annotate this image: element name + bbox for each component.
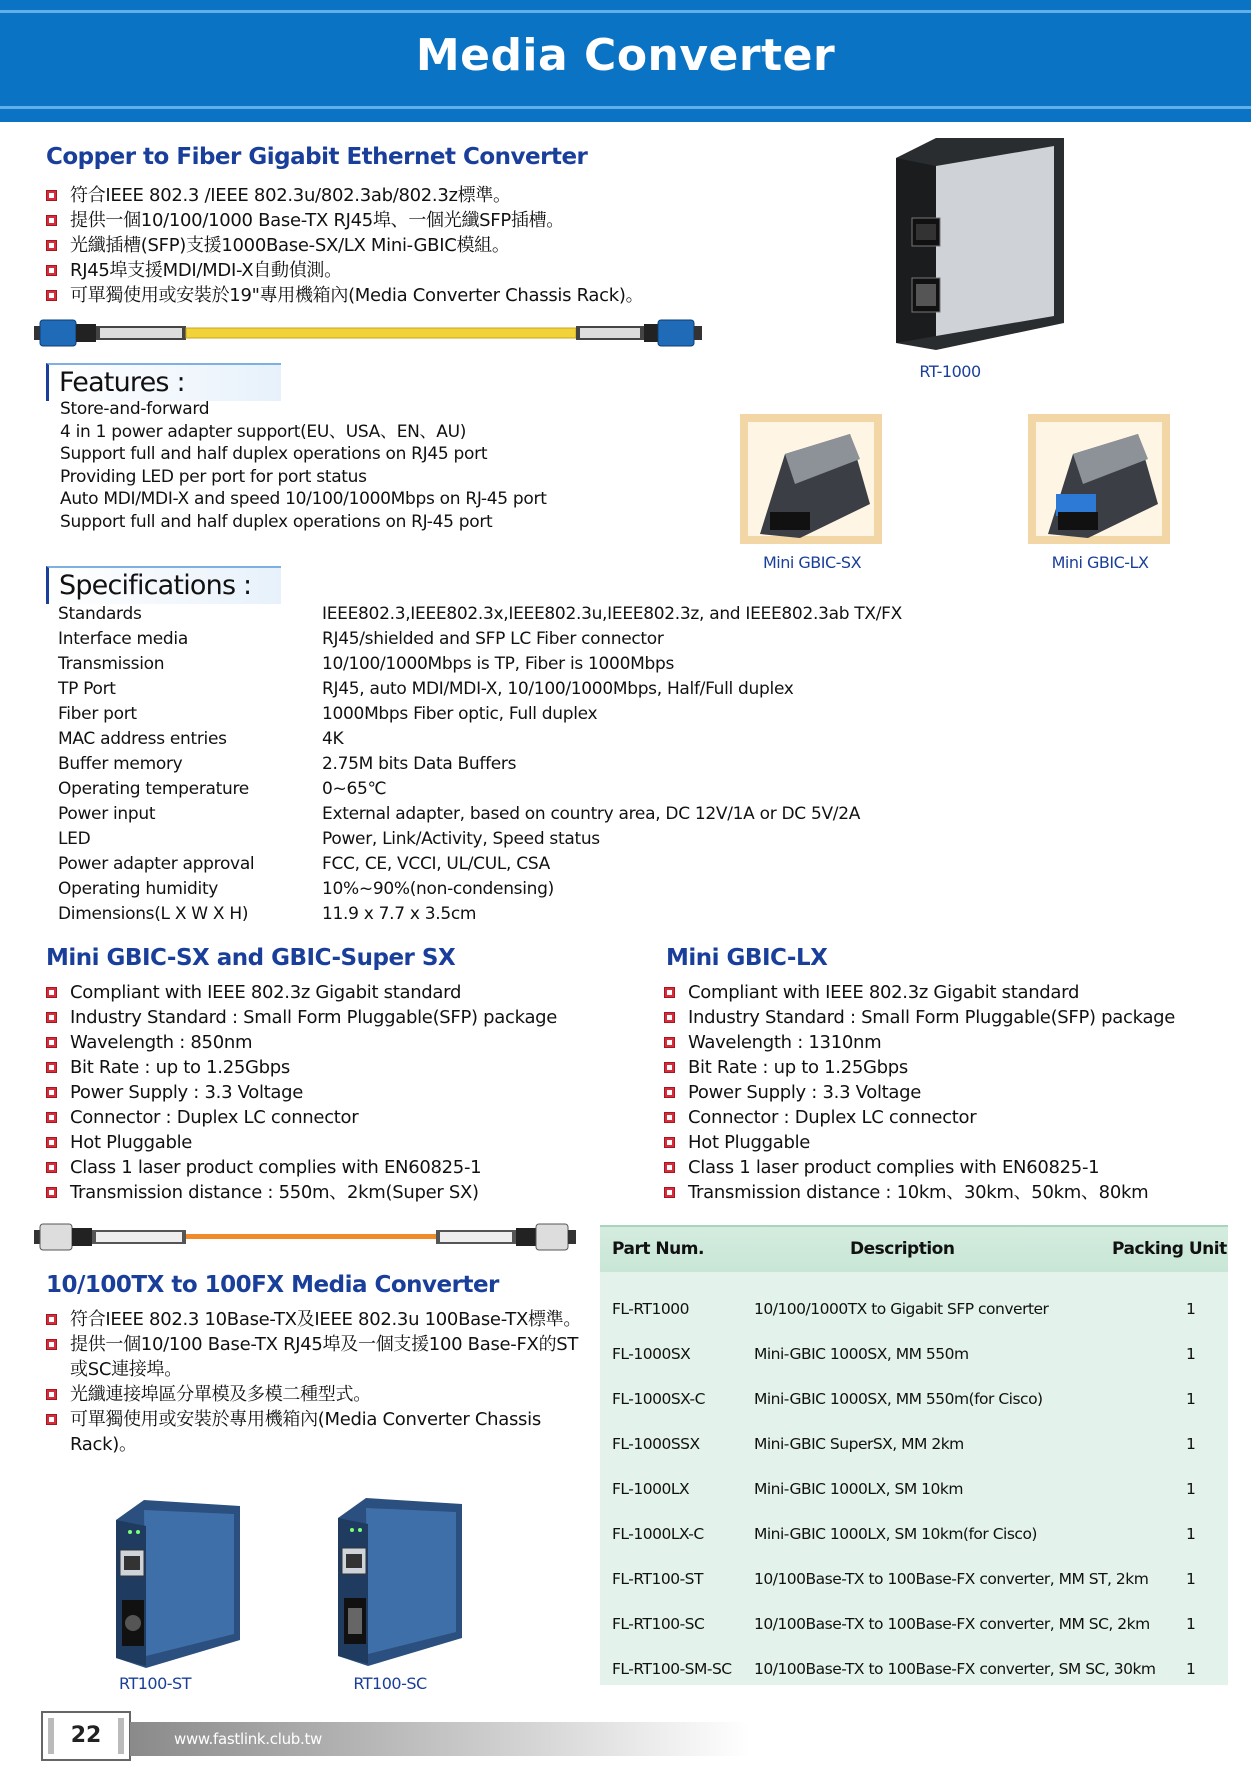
list-item: Bit Rate : up to 1.25Gbps: [662, 1055, 1242, 1080]
cell-description: 10/100/1000TX to Gigabit SFP converter: [754, 1300, 1049, 1318]
page-header: [0, 0, 1251, 122]
cell-packing-unit: 1: [1186, 1480, 1196, 1498]
fast-bullet-list: [44, 1307, 584, 1457]
bullet-icon: [46, 190, 57, 201]
spec-label: Buffer memory: [58, 754, 183, 774]
rt100-st-caption: RT100-ST: [119, 1674, 191, 1693]
spec-value: Power, Link/Activity, Speed status: [322, 829, 600, 849]
bullet-icon: [664, 987, 675, 998]
cell-part-num: FL-1000LX-C: [612, 1525, 704, 1543]
header-packing-unit: Packing Unit: [1112, 1239, 1227, 1259]
cell-description: Mini-GBIC 1000LX, SM 10km(for Cisco): [754, 1525, 1037, 1543]
cell-description: Mini-GBIC 1000LX, SM 10km: [754, 1480, 963, 1498]
spec-value: 4K: [322, 729, 344, 749]
bullet-icon: [46, 1414, 57, 1425]
spec-row: [58, 802, 938, 827]
bullet-icon: [46, 1037, 57, 1048]
cell-packing-unit: 1: [1186, 1660, 1196, 1678]
bullet-icon: [664, 1162, 675, 1173]
list-item: Industry Standard : Small Form Pluggable(SFP) package: [44, 1005, 644, 1030]
header-part-num: Part Num.: [612, 1239, 704, 1259]
page-number: 22: [70, 1723, 102, 1748]
table-header: [600, 1225, 1228, 1272]
cell-part-num: FL-RT100-SM-SC: [612, 1660, 732, 1678]
spec-value: RJ45, auto MDI/MDI-X, 10/100/1000Mbps, Half/Full duplex: [322, 679, 794, 699]
cell-packing-unit: 1: [1186, 1570, 1196, 1588]
bullet-icon: [664, 1062, 675, 1073]
spec-value: External adapter, based on country area, DC 12V/1A or DC 5V/2A: [322, 804, 861, 824]
rt1000-product-image: [896, 138, 1064, 356]
list-item: Transmission distance : 10km、30km、50km、80km: [662, 1180, 1242, 1205]
rt100-sc-caption: RT100-SC: [353, 1674, 427, 1693]
lx-bullet-list: [662, 980, 1242, 1205]
rt100-sc-image: [338, 1498, 462, 1666]
lx-section-title: Mini GBIC-LX: [666, 945, 828, 971]
list-item: Auto MDI/MDI-X and speed 10/100/1000Mbps on RJ-45 port: [60, 489, 547, 509]
table-row: [600, 1603, 1228, 1648]
spec-value: 10/100/1000Mbps is TP, Fiber is 1000Mbps: [322, 654, 674, 674]
spec-label: Standards: [58, 604, 142, 624]
bullet-icon: [46, 290, 57, 301]
cell-description: Mini-GBIC SuperSX, MM 2km: [754, 1435, 964, 1453]
table-row: [600, 1333, 1228, 1378]
cell-part-num: FL-1000SX: [612, 1345, 691, 1363]
list-item: 光纖插槽(SFP)支援1000Base-SX/LX Mini-GBIC模組。: [44, 233, 744, 258]
spec-label: TP Port: [58, 679, 116, 699]
sx-bullet-list: [44, 980, 644, 1205]
features-heading: Features :: [46, 363, 281, 401]
bullet-icon: [46, 1389, 57, 1400]
spec-label: Operating temperature: [58, 779, 249, 799]
list-item: Hot Pluggable: [44, 1130, 644, 1155]
bullet-icon: [664, 1087, 675, 1098]
list-item: Connector : Duplex LC connector: [44, 1105, 644, 1130]
part-number-table: [600, 1225, 1228, 1685]
fast-section-title: 10/100TX to 100FX Media Converter: [46, 1272, 499, 1298]
list-item: Wavelength : 1310nm: [662, 1030, 1242, 1055]
spec-label: Transmission: [58, 654, 165, 674]
spec-row: [58, 677, 938, 702]
rt100-st-image: [116, 1500, 240, 1668]
table-row: [600, 1288, 1228, 1333]
list-item: 光纖連接埠區分單模及多模二種型式。: [44, 1382, 584, 1407]
bullet-icon: [46, 1137, 57, 1148]
list-item: 4 in 1 power adapter support(EU、USA、EN、AU): [60, 421, 467, 442]
spec-label: Fiber port: [58, 704, 137, 724]
list-item: Transmission distance : 550m、2km(Super SX): [44, 1180, 644, 1205]
spec-row: [58, 627, 938, 652]
spec-value: 1000Mbps Fiber optic, Full duplex: [322, 704, 598, 724]
footer-bar: [130, 1722, 750, 1756]
spec-label: Dimensions(L X W X H): [58, 904, 249, 924]
list-item: Class 1 laser product complies with EN60825-1: [44, 1155, 644, 1180]
cell-part-num: FL-1000SX-C: [612, 1390, 705, 1408]
list-item: Support full and half duplex operations on RJ45 port: [60, 444, 488, 464]
spec-value: 2.75M bits Data Buffers: [322, 754, 517, 774]
sx-section-title: Mini GBIC-SX and GBIC-Super SX: [46, 945, 456, 971]
bullet-icon: [46, 215, 57, 226]
spec-row: [58, 727, 938, 752]
spec-row: [58, 752, 938, 777]
spec-label: Interface media: [58, 629, 188, 649]
list-item: 符合IEEE 802.3 /IEEE 802.3u/802.3ab/802.3z標準。: [44, 183, 744, 208]
fiber-cable-illustration: [34, 316, 704, 352]
spec-value: RJ45/shielded and SFP LC Fiber connector: [322, 629, 664, 649]
bullet-icon: [664, 1037, 675, 1048]
list-item: Class 1 laser product complies with EN60825-1: [662, 1155, 1242, 1180]
bullet-icon: [46, 1162, 57, 1173]
spec-value: IEEE802.3,IEEE802.3x,IEEE802.3u,IEEE802.3z, and IEEE802.3ab TX/FX: [322, 604, 902, 624]
cell-part-num: FL-RT100-SC: [612, 1615, 705, 1633]
bullet-icon: [664, 1112, 675, 1123]
list-item: Support full and half duplex operations on RJ-45 port: [60, 511, 493, 532]
bullet-icon: [46, 1087, 57, 1098]
bullet-icon: [664, 1137, 675, 1148]
list-item: Industry Standard : Small Form Pluggable(SFP) package: [662, 1005, 1242, 1030]
spec-row: [58, 777, 938, 802]
table-row: [600, 1513, 1228, 1558]
spec-row: [58, 852, 938, 877]
spec-label: MAC address entries: [58, 729, 227, 749]
mini-gbic-sx-caption: Mini GBIC-SX: [762, 553, 862, 572]
spec-label: Power adapter approval: [58, 854, 255, 874]
cell-description: 10/100Base-TX to 100Base-FX converter, MM ST, 2km: [754, 1570, 1149, 1588]
bullet-icon: [46, 240, 57, 251]
list-item: Wavelength : 850nm: [44, 1030, 644, 1055]
header-description: Description: [850, 1239, 955, 1259]
bullet-icon: [46, 1339, 57, 1350]
table-row: [600, 1378, 1228, 1423]
cell-part-num: FL-RT100-ST: [612, 1570, 703, 1588]
list-item: RJ45埠支援MDI/MDI-X自動偵測。: [44, 258, 744, 283]
cell-description: 10/100Base-TX to 100Base-FX converter, SM SC, 30km: [754, 1660, 1156, 1678]
bullet-icon: [46, 1062, 57, 1073]
footer-url: www.fastlink.club.tw: [174, 1730, 323, 1748]
cell-description: Mini-GBIC 1000SX, MM 550m(for Cisco): [754, 1390, 1043, 1408]
spec-label: Operating humidity: [58, 879, 219, 899]
cell-packing-unit: 1: [1186, 1525, 1196, 1543]
cell-description: Mini-GBIC 1000SX, MM 550m: [754, 1345, 969, 1363]
list-item: Compliant with IEEE 802.3z Gigabit standard: [662, 980, 1242, 1005]
bullet-icon: [46, 987, 57, 998]
cell-part-num: FL-1000LX: [612, 1480, 690, 1498]
list-item: 提供一個10/100/1000 Base-TX RJ45埠、一個光纖SFP插槽。: [44, 208, 744, 233]
rt1000-caption: RT-1000: [919, 362, 981, 381]
list-item: Providing LED per port for port status: [60, 466, 367, 487]
spec-value: 11.9 x 7.7 x 3.5cm: [322, 904, 477, 924]
table-row: [600, 1468, 1228, 1513]
cell-part-num: FL-RT1000: [612, 1300, 689, 1318]
cell-packing-unit: 1: [1186, 1615, 1196, 1633]
list-item: Bit Rate : up to 1.25Gbps: [44, 1055, 644, 1080]
list-item: 符合IEEE 802.3 10Base-TX及IEEE 802.3u 100Base-TX標準。: [44, 1307, 584, 1332]
cell-part-num: FL-1000SSX: [612, 1435, 700, 1453]
bullet-icon: [46, 1314, 57, 1325]
list-item: Hot Pluggable: [662, 1130, 1242, 1155]
mini-gbic-lx-image: [1028, 414, 1170, 544]
header-stripe-bottom: [0, 106, 1251, 109]
spec-value: 10%~90%(non-condensing): [322, 879, 554, 899]
spec-row: [58, 652, 938, 677]
cell-packing-unit: 1: [1186, 1390, 1196, 1408]
table-row: [600, 1648, 1228, 1693]
fiber-cable-orange-illustration: [34, 1222, 582, 1252]
bullet-icon: [664, 1187, 675, 1198]
spec-value: FCC, CE, VCCI, UL/CUL, CSA: [322, 854, 550, 874]
spec-value: 0~65℃: [322, 779, 387, 799]
spec-row: [58, 602, 938, 627]
list-item: Connector : Duplex LC connector: [662, 1105, 1242, 1130]
cell-packing-unit: 1: [1186, 1435, 1196, 1453]
list-item: 可單獨使用或安裝於19"專用機箱內(Media Converter Chassis Rack)。: [44, 283, 744, 308]
specifications-heading: Specifications :: [46, 566, 281, 604]
mini-gbic-lx-caption: Mini GBIC-LX: [1051, 553, 1149, 572]
page-title: Media Converter: [415, 30, 836, 81]
header-stripe-top: [0, 10, 1251, 13]
table-row: [600, 1423, 1228, 1468]
table-row: [600, 1558, 1228, 1603]
spec-row: [58, 827, 938, 852]
gigabit-bullet-list: [44, 183, 744, 308]
cell-packing-unit: 1: [1186, 1345, 1196, 1363]
mini-gbic-sx-image: [740, 414, 882, 544]
cell-packing-unit: 1: [1186, 1300, 1196, 1318]
list-item: Power Supply : 3.3 Voltage: [44, 1080, 644, 1105]
gigabit-section-title: Copper to Fiber Gigabit Ethernet Converter: [46, 144, 588, 170]
spec-row: [58, 902, 938, 927]
bullet-icon: [46, 1187, 57, 1198]
bullet-icon: [46, 265, 57, 276]
list-item: Power Supply : 3.3 Voltage: [662, 1080, 1242, 1105]
spec-row: [58, 702, 938, 727]
cell-description: 10/100Base-TX to 100Base-FX converter, MM SC, 2km: [754, 1615, 1150, 1633]
bullet-icon: [664, 1012, 675, 1023]
bullet-icon: [46, 1112, 57, 1123]
features-list: [60, 398, 680, 533]
list-item: Compliant with IEEE 802.3z Gigabit standard: [44, 980, 644, 1005]
list-item: Store-and-forward: [60, 399, 210, 419]
list-item: 提供一個10/100 Base-TX RJ45埠及一個支援100 Base-FX的ST或SC連接埠。: [44, 1332, 584, 1382]
list-item: 可單獨使用或安裝於專用機箱內(Media Converter Chassis Rack)。: [44, 1407, 584, 1457]
spec-label: LED: [58, 829, 91, 849]
spec-row: [58, 877, 938, 902]
spec-label: Power input: [58, 804, 156, 824]
bullet-icon: [46, 1012, 57, 1023]
